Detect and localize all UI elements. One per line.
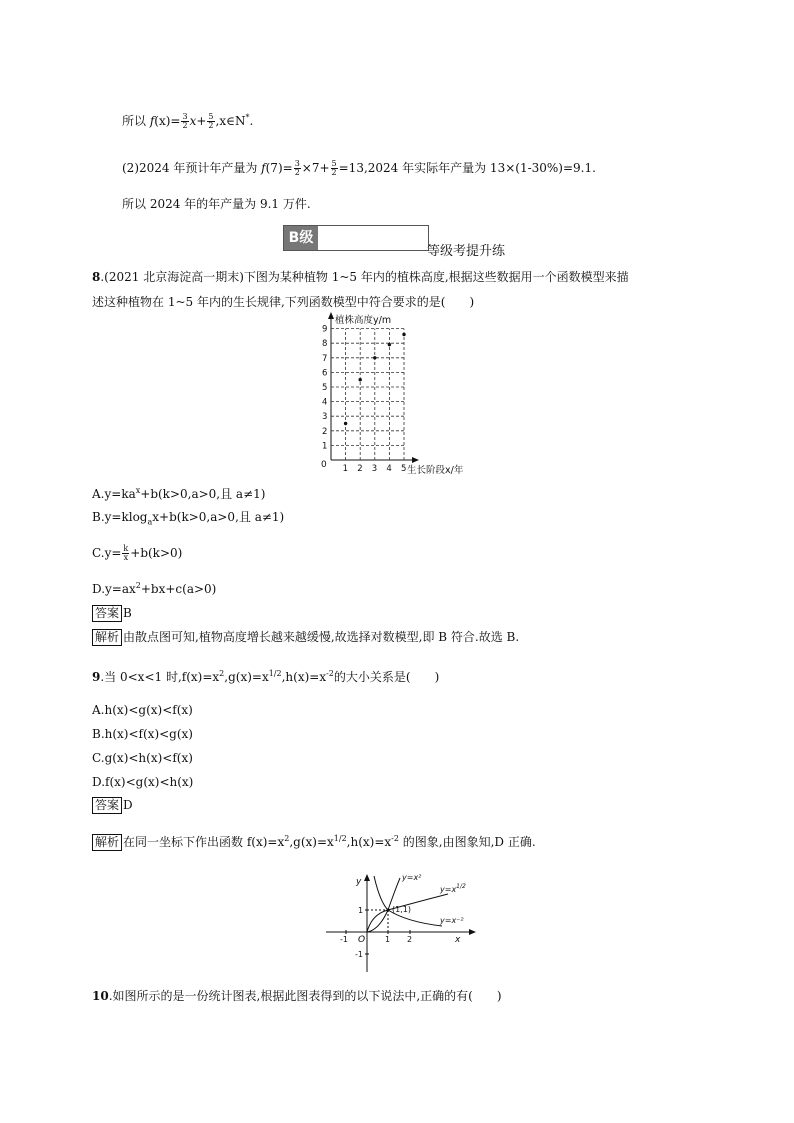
graph-x-label: x bbox=[455, 935, 461, 945]
y-axis-arrow bbox=[328, 312, 334, 319]
data-point bbox=[373, 356, 376, 359]
answer-tag: 答案 bbox=[92, 605, 122, 622]
q8-stem-line-2: 述这种植物在 1~5 年内的生长规律,下列函数模型中符合要求的是( ) bbox=[92, 295, 475, 309]
x-tick-label: 3 bbox=[371, 464, 378, 474]
y-tick-label: 5 bbox=[322, 383, 328, 393]
level-title: 等级考提升练 bbox=[427, 244, 506, 259]
curve-x-neg2 bbox=[374, 876, 442, 926]
graph-tick-neg1-y: -1 bbox=[355, 950, 363, 959]
q9-option-c[interactable]: C.g(x)<h(x)<f(x) bbox=[92, 751, 193, 765]
data-point bbox=[359, 378, 362, 381]
q8-option-d[interactable]: $D.y=ax^2+bx+c(a>0)$ bbox=[92, 581, 217, 596]
level-header-box bbox=[283, 225, 429, 251]
x-axis-arrow bbox=[412, 457, 419, 463]
chart-grid bbox=[331, 329, 404, 460]
q9-stem: 9.当 0<x<1 时$,f(x)=x^2,g(x)=x^{1/2},h(x)=x^{-2}$的大小关系是( ) bbox=[92, 669, 440, 684]
chart-x-label: 生长阶段x/年 bbox=[407, 465, 464, 476]
data-point bbox=[402, 333, 405, 336]
q9-option-d[interactable]: D.f(x)<g(x)<h(x) bbox=[92, 775, 194, 789]
graph-tick-1-y: 1 bbox=[358, 906, 364, 915]
answer-tag: 答案 bbox=[92, 797, 122, 814]
intersection-point bbox=[386, 908, 389, 911]
q9-option-b[interactable]: B.h(x)<f(x)<g(x) bbox=[92, 727, 193, 741]
graph-x-axis-arrow bbox=[469, 929, 476, 935]
q9-function-graph bbox=[322, 868, 482, 976]
graph-tick-2-x: 2 bbox=[407, 935, 413, 944]
graph-point-label: (1,1) bbox=[392, 905, 411, 914]
chart-origin: 0 bbox=[321, 460, 327, 470]
graph-y-label: y bbox=[356, 877, 362, 887]
solution-line-3: 所以 2024 年的年产量为 9.1 万件. bbox=[122, 197, 311, 211]
x-tick-label: 4 bbox=[386, 464, 392, 474]
y-tick-label: 9 bbox=[322, 324, 328, 335]
x-tick-label: 1 bbox=[342, 464, 349, 474]
x-tick-label: 2 bbox=[357, 464, 363, 474]
y-tick-label: 7 bbox=[322, 353, 328, 364]
level-badge: B级 bbox=[284, 226, 318, 250]
graph-tick-neg1-x: -1 bbox=[340, 935, 348, 944]
x-tick-label: 5 bbox=[401, 464, 407, 474]
y-tick-label: 2 bbox=[322, 426, 328, 437]
q9-option-a[interactable]: A.h(x)<g(x)<f(x) bbox=[92, 703, 193, 717]
graph-label-h: y=x⁻² bbox=[440, 916, 464, 925]
analysis-tag: 解析 bbox=[92, 834, 122, 851]
data-point bbox=[388, 343, 391, 346]
q10-stem: 10.如图所示的是一份统计图表,根据此图表得到的以下说法中,正确的有( ) bbox=[92, 989, 502, 1003]
q9-answer: 答案 D bbox=[92, 797, 133, 814]
y-tick-label: 4 bbox=[322, 397, 328, 408]
q8-answer: 答案 B bbox=[92, 605, 132, 622]
graph-label-f: y=x² bbox=[402, 873, 422, 882]
q8-option-b[interactable]: B.y=klog$_a$x+b(k>0,a>0,且 a≠1) bbox=[92, 510, 285, 527]
y-tick-label: 6 bbox=[322, 368, 328, 379]
q9-analysis: 解析 在同一坐标下作出函数 $f(x)=x^2,g(x)=x^{1/2},h(x)=x^{-2}$ 的图象,由图象知,D 正确. bbox=[92, 834, 536, 851]
graph-tick-1-x: 1 bbox=[385, 935, 391, 944]
y-tick-label: 1 bbox=[322, 441, 328, 452]
q8-height-chart bbox=[315, 310, 495, 480]
y-tick-label: 8 bbox=[322, 339, 328, 350]
q8-analysis: 解析 由散点图可知,植物高度增长越来越缓慢,故选择对数模型,即 B 符合.故选 B. bbox=[92, 629, 519, 646]
data-point bbox=[344, 422, 347, 425]
graph-origin: O bbox=[358, 935, 366, 945]
solution-line-2: (2)2024 年预计年产量为 f(7)= $\frac{3}{2}$ ×7+ $\frac{5}{2}$ =13,2024 年实际年产量为 13×(1-30%)=9.1. bbox=[122, 159, 596, 177]
graph-y-axis-arrow bbox=[364, 874, 370, 881]
q8-option-a[interactable]: $A.y=ka^x+b(k>0,a>0$,且 a≠1) bbox=[92, 486, 266, 501]
chart-y-label: 植株高度y/m bbox=[335, 315, 392, 326]
chart-ticks bbox=[322, 325, 406, 474]
q8-option-c[interactable]: C.y= $\frac{k}{x}$ +b(k>0) bbox=[92, 544, 183, 562]
y-tick-label: 3 bbox=[322, 412, 328, 423]
graph-label-g: $y=x^{1/2}$ bbox=[440, 883, 466, 894]
analysis-tag: 解析 bbox=[92, 629, 122, 646]
q8-stem-line-1: 8.(2021 北京海淀高一期末)下图为某种植物 1~5 年内的植株高度,根据这些数据用一个函数模型来描 bbox=[92, 270, 629, 284]
solution-line-1: 所以 f(x)= $\frac{3}{2}$ x+ $\frac{5}{2}$ ,x∈N*. bbox=[122, 112, 254, 130]
